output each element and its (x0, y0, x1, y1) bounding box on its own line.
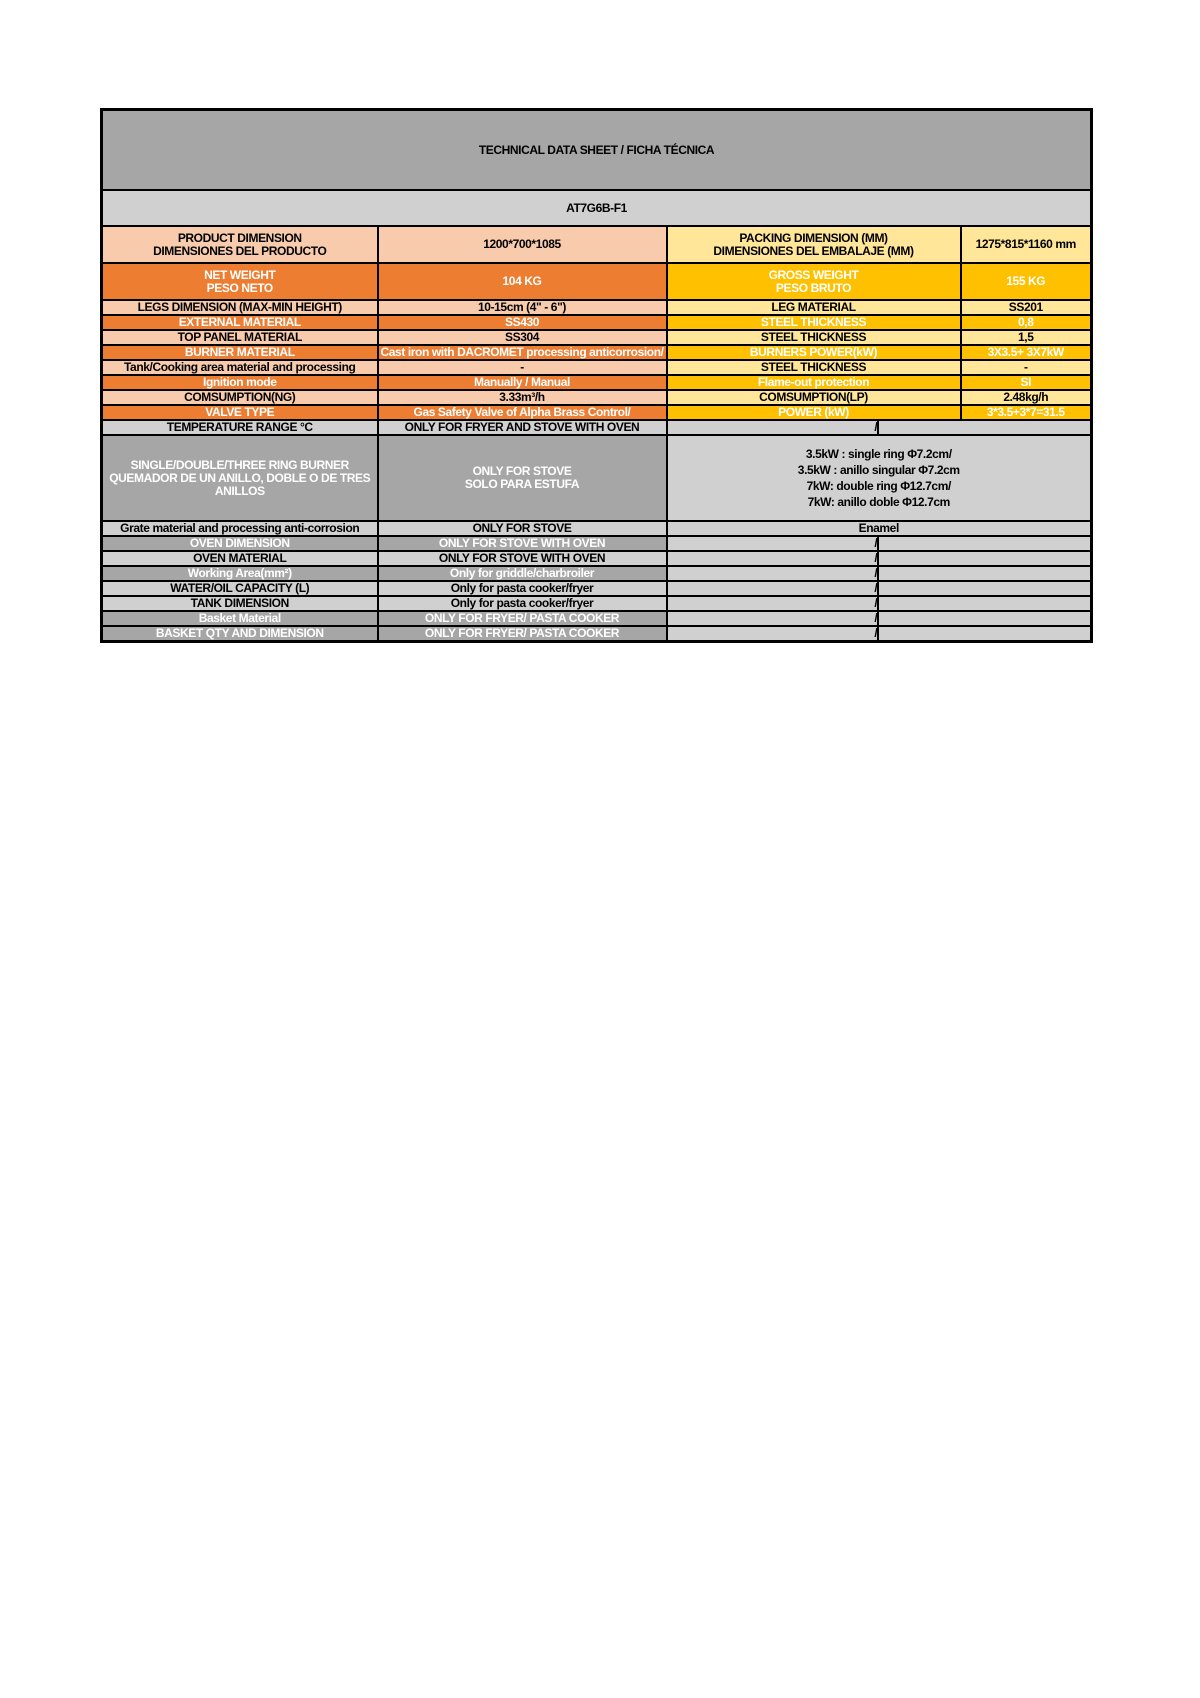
water-oil-capacity-value: Only for pasta cooker/fryer (378, 581, 667, 596)
oven-dimension-right (667, 536, 1092, 551)
table-row (102, 300, 1092, 315)
basket-qty-label: BASKET QTY AND DIMENSION (102, 626, 378, 642)
working-area-value: Only for griddle/charbroiler (378, 566, 667, 581)
grate-material-right: Enamel (667, 521, 1092, 536)
water-oil-capacity-label: WATER/OIL CAPACITY (L) (102, 581, 378, 596)
table-row (102, 390, 1092, 405)
valve-type-value: Gas Safety Valve of Alpha Brass Control/ (378, 405, 667, 420)
valve-type-label: VALVE TYPE (102, 405, 378, 420)
burner-material-label: BURNER MATERIAL (102, 345, 378, 360)
table-row (102, 566, 1092, 581)
basket-qty-value: ONLY FOR FRYER/ PASTA COOKER (378, 626, 667, 642)
gross-weight-value: 155 KG (961, 263, 1092, 300)
basket-qty-right (667, 626, 1092, 642)
grate-material-value: ONLY FOR STOVE (378, 521, 667, 536)
consumption-lp-label: COMSUMPTION(LP) (667, 390, 961, 405)
table-row (102, 536, 1092, 551)
model-row (102, 190, 1092, 226)
table-row (102, 315, 1092, 330)
basket-material-value: ONLY FOR FRYER/ PASTA COOKER (378, 611, 667, 626)
grate-material-label: Grate material and processing anti-corrosion (102, 521, 378, 536)
packing-dimension-value: 1275*815*1160 mm (961, 226, 1092, 263)
table-row (102, 345, 1092, 360)
legs-dimension-value: 10-15cm (4" - 6") (378, 300, 667, 315)
flame-out-protection-value: SI (961, 375, 1092, 390)
power-value: 3*3.5+3*7=31.5 (961, 405, 1092, 420)
model-number: AT7G6B-F1 (102, 190, 1092, 226)
steel-thickness-value: 1,5 (961, 330, 1092, 345)
table-row (102, 551, 1092, 566)
temperature-range-right-value: / (668, 421, 880, 434)
tank-dimension-label: TANK DIMENSION (102, 596, 378, 611)
external-material-value: SS430 (378, 315, 667, 330)
power-label: POWER (kW) (667, 405, 961, 420)
consumption-ng-value: 3.33m³/h (378, 390, 667, 405)
burners-power-value: 3X3.5+ 3X7kW (961, 345, 1092, 360)
product-dimension-value: 1200*700*1085 (378, 226, 667, 263)
basket-material-right-value: / (668, 612, 880, 625)
working-area-right-value: / (668, 567, 880, 580)
water-oil-capacity-right (667, 581, 1092, 596)
tank-dimension-value: Only for pasta cooker/fryer (378, 596, 667, 611)
table-row (102, 626, 1092, 642)
oven-dimension-right-value: / (668, 537, 880, 550)
table-row (102, 330, 1092, 345)
title-row (102, 110, 1092, 191)
table-row (102, 611, 1092, 626)
ignition-mode-label: Ignition mode (102, 375, 378, 390)
sheet-title: TECHNICAL DATA SHEET / FICHA TÉCNICA (102, 110, 1092, 191)
leg-material-value: SS201 (961, 300, 1092, 315)
working-area-label: Working Area(mm²) (102, 566, 378, 581)
working-area-right (667, 566, 1092, 581)
table-row (102, 581, 1092, 596)
leg-material-label: LEG MATERIAL (667, 300, 961, 315)
table-row (102, 405, 1092, 420)
top-panel-material-value: SS304 (378, 330, 667, 345)
steel-thickness-value: - (961, 360, 1092, 375)
flame-out-protection-label: Flame-out protection (667, 375, 961, 390)
product-dimension-label: PRODUCT DIMENSION DIMENSIONES DEL PRODUCTO (102, 226, 378, 263)
oven-material-value: ONLY FOR STOVE WITH OVEN (378, 551, 667, 566)
ring-burner-value: ONLY FOR STOVE SOLO PARA ESTUFA (378, 435, 667, 521)
tank-dimension-right (667, 596, 1092, 611)
steel-thickness-label: STEEL THICKNESS (667, 330, 961, 345)
consumption-ng-label: COMSUMPTION(NG) (102, 390, 378, 405)
temperature-range-right (667, 420, 1092, 435)
tank-cooking-area-label: Tank/Cooking area material and processing (102, 360, 378, 375)
table-row (102, 226, 1092, 263)
table-row (102, 521, 1092, 536)
basket-material-right (667, 611, 1092, 626)
table-row (102, 360, 1092, 375)
net-weight-value: 104 KG (378, 263, 667, 300)
ignition-mode-value: Manually / Manual (378, 375, 667, 390)
table-row (102, 420, 1092, 435)
external-material-label: EXTERNAL MATERIAL (102, 315, 378, 330)
oven-dimension-value: ONLY FOR STOVE WITH OVEN (378, 536, 667, 551)
basket-qty-right-value: / (668, 627, 880, 640)
table-row (102, 596, 1092, 611)
oven-dimension-label: OVEN DIMENSION (102, 536, 378, 551)
temperature-range-label: TEMPERATURE RANGE °C (102, 420, 378, 435)
oven-material-right-value: / (668, 552, 880, 565)
table-row (102, 375, 1092, 390)
technical-data-sheet (100, 108, 1090, 643)
ring-burner-label: SINGLE/DOUBLE/THREE RING BURNER QUEMADOR DE UN ANILLO, DOBLE O DE TRES ANILLOS (102, 435, 378, 521)
packing-dimension-label: PACKING DIMENSION (MM) DIMENSIONES DEL EMBALAJE (MM) (667, 226, 961, 263)
basket-material-label: Basket Material (102, 611, 378, 626)
top-panel-material-label: TOP PANEL MATERIAL (102, 330, 378, 345)
table-row (102, 435, 1092, 521)
spec-table (100, 108, 1093, 643)
temperature-range-value: ONLY FOR FRYER AND STOVE WITH OVEN (378, 420, 667, 435)
steel-thickness-value: 0,8 (961, 315, 1092, 330)
tank-dimension-right-value: / (668, 597, 880, 610)
tank-cooking-area-value: - (378, 360, 667, 375)
steel-thickness-label: STEEL THICKNESS (667, 315, 961, 330)
net-weight-label: NET WEIGHT PESO NETO (102, 263, 378, 300)
consumption-lp-value: 2.48kg/h (961, 390, 1092, 405)
gross-weight-label: GROSS WEIGHT PESO BRUTO (667, 263, 961, 300)
water-oil-capacity-right-value: / (668, 582, 880, 595)
burners-power-label: BURNERS POWER(kW) (667, 345, 961, 360)
oven-material-label: OVEN MATERIAL (102, 551, 378, 566)
steel-thickness-label: STEEL THICKNESS (667, 360, 961, 375)
legs-dimension-label: LEGS DIMENSION (MAX-MIN HEIGHT) (102, 300, 378, 315)
ring-burner-detail: 3.5kW : single ring Φ7.2cm/ 3.5kW : anillo singular Φ7.2cm 7kW: double ring Φ12.7cm/ 7kW: anillo doble Φ12.7cm (667, 435, 1092, 521)
table-row (102, 263, 1092, 300)
oven-material-right (667, 551, 1092, 566)
burner-material-value: Cast iron with DACROMET processing anticorrosion/ (378, 345, 667, 360)
